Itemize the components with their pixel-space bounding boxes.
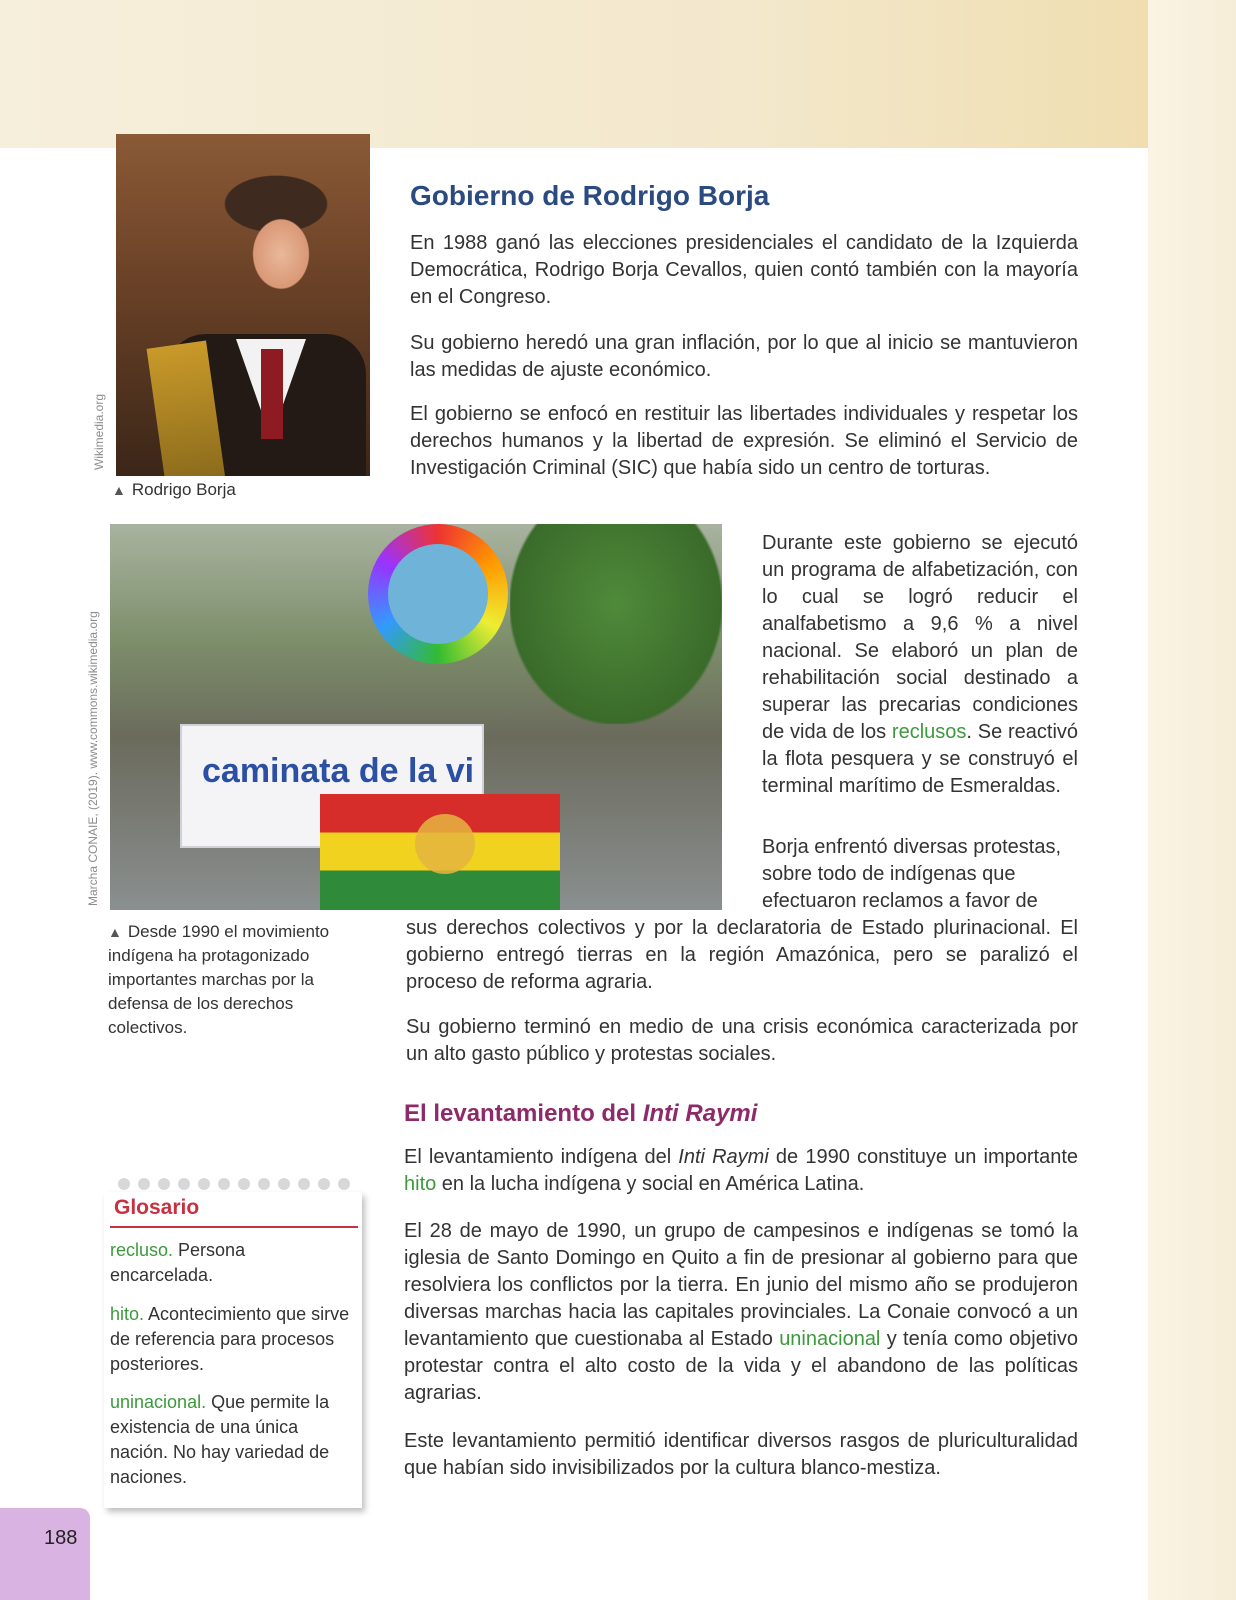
term-hito: hito [404,1173,437,1195]
caption-march [108,920,358,1040]
paragraph-borja-4 [762,530,1078,800]
page-number-tab [0,1508,90,1600]
glossary-box [104,1192,362,1508]
paragraph-inti-3: Este levantamiento permitió identificar diversos rasgos de pluriculturalidad que habían sido invisibilizados por la cultura blanco-mestiza. [404,1430,1078,1479]
term-reclusos: reclusos [891,721,967,743]
page-margin-strip [1148,0,1236,1600]
paragraph-inti-2-a: El 28 de mayo de 1990, un grupo de campesinos e indígenas se tomó la iglesia de Santo Domingo en Quito a fin de presionar al gobierno para que resolviera los conflictos por la tierra. En junio del mismo año se produjeron diversas marchas hacia las capitales provinciales. La Conaie convocó a un levantamiento que cuestionaba al Estado [404,1220,1078,1350]
paragraph-inti-1-b: de 1990 constituye un importante [768,1146,1079,1168]
glossary-entry-recluso [110,1238,350,1288]
rodrigo-borja-photo [116,134,370,476]
glossary-definition: Persona encarcelada. [110,1240,246,1285]
march-photo [110,524,722,910]
paragraph-borja-5-line-1: Borja enfrentó diversas protestas, [762,836,1062,858]
photo-circular-sign-center [388,544,488,644]
paragraph-borja-2: Su gobierno heredó una gran inflación, por lo que al inicio se mantuvieron las medidas de ajuste económico. [410,332,1078,381]
caption-triangle-icon: ▲ [112,482,126,498]
paragraph-borja-1: En 1988 ganó las elecciones presidenciales el candidato de la Izquierda Democrática, Rodrigo Borja Cevallos, quien contó también con la mayoría en el Congreso. [410,232,1078,308]
paragraph-borja-5-line-2: sobre todo de indígenas que [762,863,1016,885]
paragraph-inti-2-b: y tenía como objetivo protestar contra el alto costo de la vida y el abandono de las políticas agrarias. [404,1328,1078,1404]
photo-tie-shape [261,349,283,439]
paragraph-borja-4-text-b: . Se reactivó la flota pesquera y se construyó el terminal marítimo de Esmeraldas. [762,721,1079,797]
glossary-term: recluso. [110,1240,174,1260]
section-title-inti-raymi [404,1100,757,1128]
paragraph-borja-5-rest: sus derechos colectivos y por la declaratoria de Estado plurinacional. El gobierno entregó tierras en la región Amazónica, pero se paralizó el proceso de reforma agraria. [406,917,1078,993]
page-number: 188 [44,1527,78,1549]
section-title-inti-raymi-italic: Inti Raymi [642,1100,758,1127]
caption-borja [112,478,362,502]
caption-borja-text: Rodrigo Borja [131,480,236,499]
glossary-spiral-binding [118,1178,358,1194]
paragraph-borja-5-lines [762,834,1078,915]
section-title-borja: Gobierno de Rodrigo Borja [410,180,770,211]
photo-flag-sun-emblem [415,814,475,874]
paragraph-inti-2 [404,1218,1078,1407]
glossary-definition: Que permite la existencia de una única nación. No hay variedad de naciones. [110,1392,330,1487]
paragraph-inti-1 [404,1144,1078,1198]
paragraph-borja-5-line-3: efectuaron reclamos a favor de [762,890,1038,912]
paragraph-inti-1-italic: Inti Raymi [678,1146,769,1168]
top-color-band [0,0,1236,148]
paragraph-borja-6: Su gobierno terminó en medio de una crisis económica caracterizada por un alto gasto público y protestas sociales. [406,1016,1078,1065]
caption-march-text: Desde 1990 el movimiento indígena ha protagonizado importantes marchas por la defensa de los derechos colectivos. [108,922,330,1037]
paragraph-inti-1-c: en la lucha indígena y social en América Latina. [436,1173,865,1195]
glossary-entry-uninacional [110,1390,350,1490]
glossary-entry-hito [110,1302,350,1377]
section-title-inti-raymi-plain: El levantamiento del [404,1100,643,1127]
glossary-divider [110,1226,358,1228]
paragraph-borja-3: El gobierno se enfocó en restituir las libertades individuales y respetar los derechos humanos y la libertad de expresión. Se eliminó el Servicio de Investigación Criminal (SIC) que había sido un centro de torturas. [410,403,1078,479]
paragraph-borja-4-text-a: Durante este gobierno se ejecutó un programa de alfabetización, con lo cual se logró reducir el analfabetismo a 9,6 % a nivel nacional. Se elaboró un plan de rehabilitación social destinado a superar las precarias condiciones de vida de los [762,532,1078,743]
photo-banner-text: caminata de la vi [202,752,475,790]
photo-credit-march: Marcha CONAIE, (2019). www.commons.wikimedia.org [86,611,100,906]
caption-triangle-icon: ▲ [108,924,122,940]
photo-credit-borja: Wikimedia.org [92,393,106,470]
glossary-title: Glosario [114,1196,200,1219]
paragraph-inti-1-a: El levantamiento indígena del [404,1146,679,1168]
glossary-term: hito. [110,1304,145,1324]
glossary-definition: Acontecimiento que sirve de referencia para procesos posteriores. [110,1304,350,1374]
photo-trees-shape [510,524,722,724]
glossary-term: uninacional. [110,1392,207,1412]
term-uninacional: uninacional [779,1328,881,1350]
